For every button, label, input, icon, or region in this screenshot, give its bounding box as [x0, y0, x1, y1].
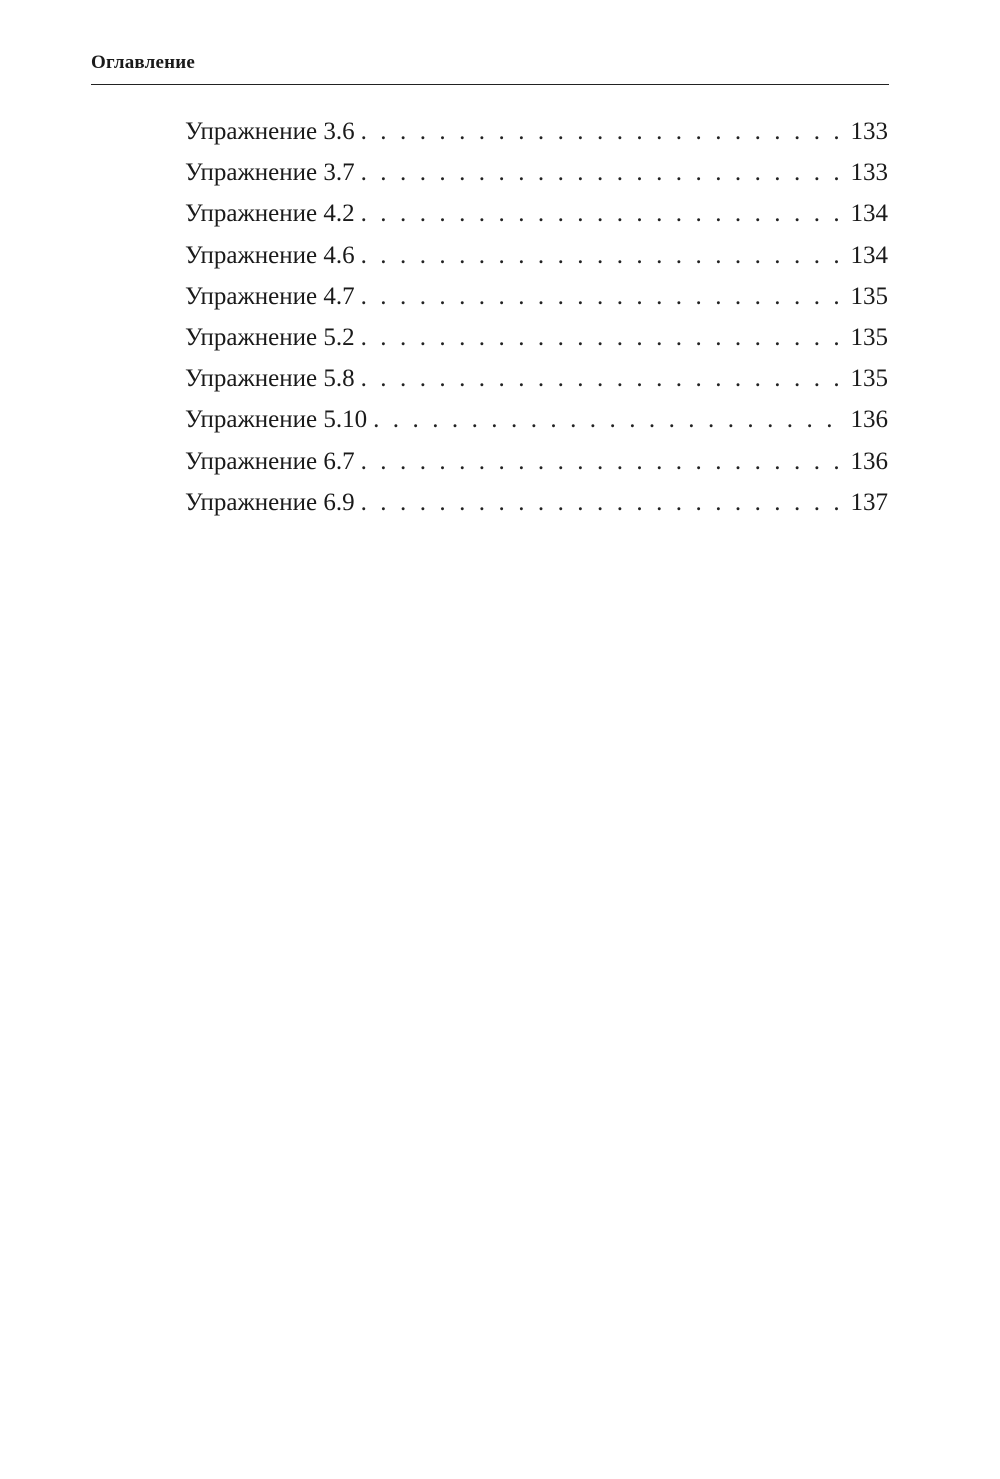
toc-entry-title: Упражнение 4.7 — [185, 282, 355, 310]
toc-entry-title: Упражнение 5.10 — [185, 406, 368, 434]
dot-leader — [361, 317, 844, 358]
toc-entry-title: Упражнение 6.7 — [185, 447, 355, 475]
toc-entry-page: 135 — [850, 323, 888, 351]
toc-entry[interactable] — [185, 358, 888, 399]
running-head-title: Оглавление — [91, 52, 196, 73]
toc-entry[interactable] — [185, 193, 888, 234]
dot-leader — [373, 399, 844, 440]
toc-entry-title: Упражнение 5.8 — [185, 365, 355, 393]
toc-entry-page: 135 — [850, 282, 888, 310]
dot-leader — [361, 193, 844, 234]
dot-leader — [361, 235, 844, 276]
toc-entry-page: 137 — [850, 488, 888, 516]
dot-leader — [361, 111, 844, 152]
toc-entry[interactable] — [185, 441, 888, 482]
toc-entry-page: 136 — [850, 406, 888, 434]
toc-entry-title: Упражнение 5.2 — [185, 323, 355, 351]
toc-entry-title: Упражнение 6.9 — [185, 488, 355, 516]
dot-leader — [361, 152, 844, 193]
toc-entry[interactable] — [185, 317, 888, 358]
dot-leader — [361, 441, 844, 482]
toc-entry-page: 136 — [850, 447, 888, 475]
toc-entry-title: Упражнение 4.6 — [185, 241, 355, 269]
toc-entry[interactable] — [185, 235, 888, 276]
dot-leader — [361, 358, 844, 399]
table-of-contents — [185, 111, 888, 523]
toc-entry-title: Упражнение 3.7 — [185, 159, 355, 187]
toc-entry-page: 133 — [850, 118, 888, 145]
toc-entry-title: Упражнение 3.6 — [185, 118, 355, 145]
toc-entry[interactable] — [185, 482, 888, 523]
toc-entry-title: Упражнение 4.2 — [185, 200, 355, 228]
toc-entry[interactable] — [185, 399, 888, 440]
toc-entry-page: 135 — [850, 365, 888, 393]
toc-entry-page: 134 — [850, 241, 888, 269]
toc-entry-page: 134 — [850, 200, 888, 228]
dot-leader — [361, 276, 844, 317]
toc-entry-page: 133 — [850, 159, 888, 187]
toc-entry[interactable] — [185, 276, 888, 317]
toc-entry[interactable] — [185, 111, 888, 152]
header-rule — [91, 84, 889, 85]
toc-entry[interactable] — [185, 152, 888, 193]
dot-leader — [361, 482, 844, 523]
